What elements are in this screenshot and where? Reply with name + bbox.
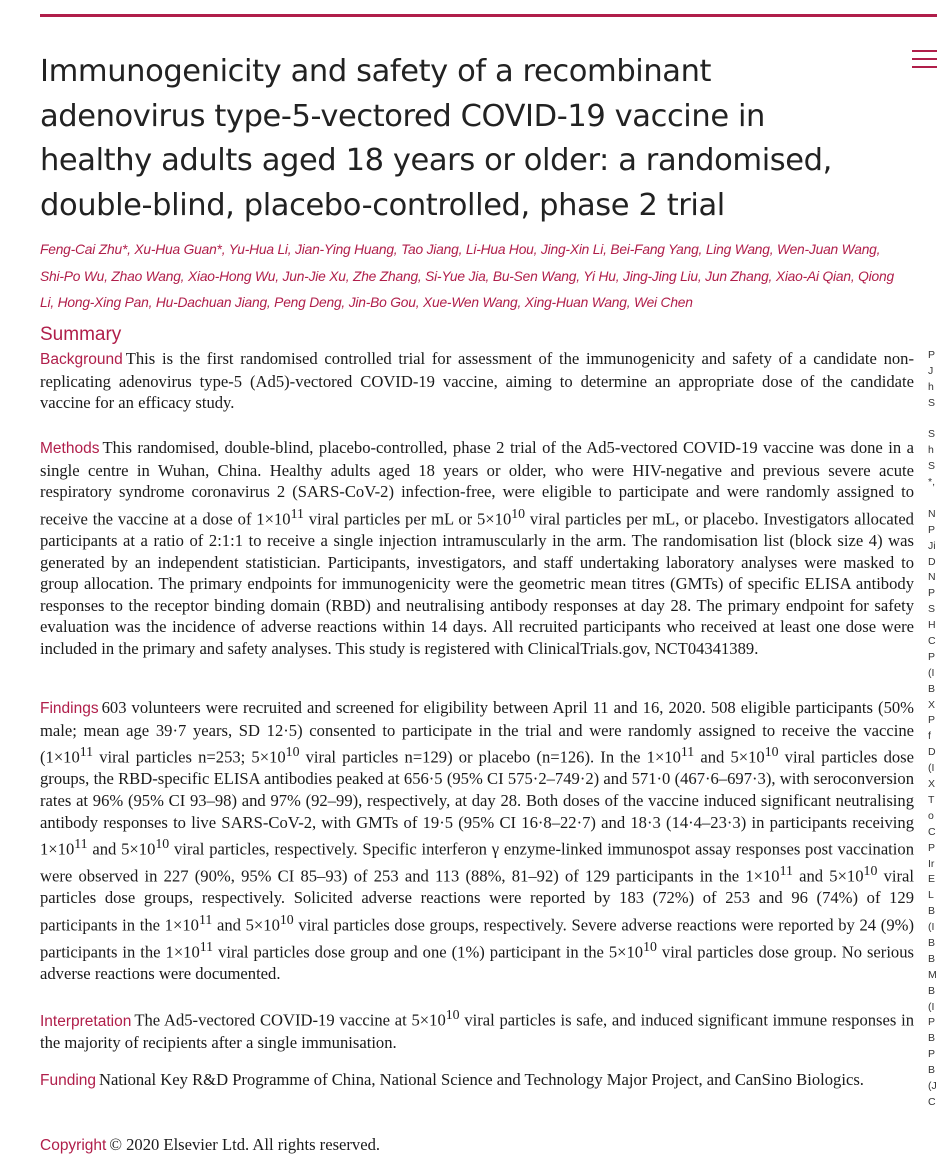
methods-label: Methods: [40, 440, 100, 457]
margin-fragment: C: [928, 825, 936, 838]
background-label: Background: [40, 351, 123, 368]
findings-text: 603 volunteers were recruited and screened for eligibility between April 11 and 16, 2020. 508 eligible participants (50% male; mean age 39·7 years, SD 12·5) consented to participate in the trial and were randomly assigned to receive the vaccine (1×10: [40, 698, 914, 767]
margin-fragment: [928, 491, 937, 507]
findings-text: viral particles dose group and one (1%) participant in the 5×10: [213, 942, 644, 962]
margin-fragment: Ir: [928, 857, 935, 870]
article-title: Immunogenicity and safety of a recombinant adenovirus type-5-vectored COVID-19 vaccine in healthy adults aged 18 years or older: a randomised, double-blind, placebo-controlled, phase 2 trial: [40, 54, 832, 223]
margin-fragment: T: [928, 793, 935, 806]
margin-fragment: S: [928, 603, 936, 616]
exponent: 10: [285, 744, 300, 760]
author-list: Feng-Cai Zhu*, Xu-Hua Guan*, Yu-Hua Li, Jian-Ying Huang, Tao Jiang, Li-Hua Hou, Jing-Xin Li, Bei-Fang Yang, Ling Wang, Wen-Juan Wang, Shi-Po Wu, Zhao Wang, Xiao-Hong Wu, Jun-Jie Xu, Zhe Zhang, Si-Yue Jia, Bu-Sen Wang, Yi Hu, Jing-Jing Liu, Jun Zhang, Xiao-Ai Qian, Qiong Li, Hong-Xing Pan, Hu-Dachuan Jiang, Peng Deng, Jin-Bo Gou, Xue-Wen Wang, Xing-Huan Wang, Wei Chen: [40, 242, 894, 310]
margin-fragment: B: [928, 1032, 936, 1045]
top-accent-rule: [40, 14, 937, 17]
margin-fragment: D: [928, 746, 936, 759]
margin-fragment: P: [928, 841, 936, 854]
margin-fragment: B: [928, 984, 936, 997]
exponent: 10: [155, 836, 170, 852]
margin-fragment: (I: [928, 1000, 935, 1013]
interpretation-text: viral particles is safe, and induced significant immune responses in the majority of recipients after a single immunisation.: [40, 1010, 914, 1053]
margin-fragment: J: [928, 364, 934, 377]
margin-fragment: *,: [928, 476, 936, 489]
margin-fragment: Ji: [928, 539, 936, 552]
exponent: 11: [79, 744, 94, 760]
abstract-funding: [40, 1069, 914, 1092]
exponent: 11: [199, 939, 214, 955]
margin-fragment: P: [928, 349, 936, 361]
margin-fragment: (I: [928, 921, 935, 934]
exponent: 10: [863, 863, 878, 879]
margin-fragment: [928, 412, 937, 428]
findings-text: viral particles, respectively. Specific interferon γ enzyme-linked immunospot assay responses post vaccination were observed in 227 (90%, 95% CI 85–93) of 253 and 113 (88%, 81–92) of 129 participants in the 1×10: [40, 839, 914, 886]
margin-fragment: B: [928, 682, 936, 695]
margin-fragment: (I: [928, 666, 935, 679]
exponent: 11: [198, 911, 213, 927]
margin-fragment: B: [928, 905, 936, 918]
margin-fragment: B: [928, 1064, 936, 1077]
margin-fragment: N: [928, 507, 936, 520]
exponent: 10: [643, 939, 657, 955]
crossmark-icon[interactable]: [912, 50, 937, 90]
margin-fragment: P: [928, 650, 936, 663]
margin-fragment: D: [928, 555, 936, 568]
findings-text: viral particles dose groups, respectively. Severe adverse reactions were reported by 24 (9%) participants in the 1×10: [40, 915, 914, 962]
abstract-background: [40, 348, 914, 414]
margin-fragment: (I: [928, 762, 935, 775]
findings-text: viral particles dose groups, the RBD-specific ELISA antibodies peaked at 656·5 (95% CI 575·2–749·2) and 571·0 (467·6–697·3), with seroconversion rates at 96% (95% CI 93–98) and 97% (92–99), respectively, at day 28. Both doses of the vaccine induced significant neutralising antibody responses to live SARS-CoV-2, with GMTs of 19·5 (95% CI 16·8–22·7) and 18·3 (14·4–23·3) in participants receiving 1×10: [40, 747, 914, 859]
interpretation-text: The Ad5-vectored COVID-19 vaccine at 5×10: [134, 1010, 446, 1030]
findings-text: and 5×10: [87, 839, 156, 859]
margin-fragment: S: [928, 460, 936, 473]
margin-fragment: L: [928, 889, 934, 902]
findings-text: viral particles n=129) or placebo (n=126). In the 1×10: [299, 747, 681, 767]
findings-text: and 5×10: [212, 915, 280, 935]
copyright-label: Copyright: [40, 1137, 107, 1154]
margin-fragment: h: [928, 380, 934, 393]
methods-text: This randomised, double-blind, placebo-controlled, phase 2 trial of the Ad5-vectored COVID-19 vaccine was done in a single centre in Wuhan, China. Healthy adults aged 18 years or older, who were HIV-negative and previous severe acute respiratory syndrome coronavirus 2 (SARS-CoV-2) infection-free, were eligible to participate and were randomly assigned to receive the vaccine at a dose of 1×10: [40, 438, 914, 529]
margin-fragment: S: [928, 396, 936, 409]
findings-text: and 5×10: [792, 866, 864, 886]
margin-fragment: P: [928, 523, 936, 536]
summary-heading: Summary: [40, 324, 122, 345]
methods-text: viral particles per mL or 5×10: [303, 509, 512, 529]
margin-fragment: E: [928, 873, 936, 886]
exponent: 11: [290, 505, 304, 521]
findings-text: viral particles dose group. No serious adverse reactions were documented.: [40, 942, 914, 984]
margin-fragment: o: [928, 809, 934, 822]
margin-fragment: P: [928, 1016, 936, 1029]
exponent: 10: [511, 505, 526, 521]
findings-text: viral particles dose groups, respectively. Solicited adverse reactions were reported by 183 (72%) of 253 and 96 (74%) of 129 participants in the 1×10: [40, 866, 914, 935]
margin-fragment: f: [928, 730, 931, 743]
interpretation-label: Interpretation: [40, 1012, 132, 1030]
margin-fragment: C: [928, 635, 936, 648]
findings-text: and 5×10: [694, 747, 765, 767]
funding-text: National Key R&D Programme of China, National Science and Technology Major Project, and CanSino Biologics.: [99, 1070, 864, 1089]
margin-fragment: (J: [928, 1079, 937, 1092]
abstract-interpretation: [40, 1004, 914, 1054]
exponent: 10: [445, 1007, 460, 1022]
margin-fragment: M: [928, 968, 937, 981]
margin-fragment: P: [928, 587, 936, 600]
exponent: 10: [279, 911, 294, 927]
exponent: 11: [779, 863, 793, 879]
abstract-copyright: [40, 1134, 914, 1157]
margin-fragment: X: [928, 778, 936, 791]
margin-fragment: B: [928, 952, 936, 965]
copyright-text: © 2020 Elsevier Ltd. All rights reserved.: [109, 1135, 381, 1154]
methods-text: viral particles per mL, or placebo. Investigators allocated participants at a ratio of 2:1:1 to receive a single injection intramuscularly in the arm. The randomisation list (block size 4) was generated by an independent statistician. Participants, investigators, and staff undertaking laboratory analyses were masked to group allocation. The primary endpoints for immunogenicity were the geometric mean titres (GMTs) of specific ELISA antibody responses to the receptor binding domain (RBD) and neutralising antibody responses at day 28. The primary endpoint for safety evaluation was the incidence of adverse reactions within 14 days. All recruited participants who received at least one dose were included in the primary and safety analyses. This study is registered with ClinicalTrials.gov, NCT04341389.: [40, 509, 914, 658]
background-text: This is the first randomised controlled trial for assessment of the immunogenicity and safety of a candidate non-replicating adenovirus type-5 (Ad5)-vectored COVID-19 vaccine, aiming to determine an appropriate dose of the candidate vaccine for an efficacy study.: [40, 349, 914, 413]
funding-label: Funding: [40, 1072, 97, 1089]
findings-label: Findings: [40, 700, 99, 717]
margin-fragment: N: [928, 571, 936, 584]
exponent: 11: [74, 836, 88, 852]
margin-fragment: S: [928, 428, 936, 441]
margin-sidebar-fragments: [928, 348, 937, 1111]
margin-fragment: C: [928, 1095, 936, 1108]
margin-fragment: X: [928, 698, 936, 711]
margin-fragment: P: [928, 1048, 936, 1061]
exponent: 10: [764, 744, 779, 760]
margin-fragment: P: [928, 714, 936, 727]
findings-text: viral particles n=253; 5×10: [93, 747, 286, 767]
margin-fragment: H: [928, 619, 936, 632]
margin-fragment: h: [928, 444, 934, 457]
margin-fragment: B: [928, 936, 936, 949]
exponent: 11: [680, 744, 695, 760]
abstract-findings: [40, 697, 914, 985]
abstract-methods: [40, 437, 914, 659]
